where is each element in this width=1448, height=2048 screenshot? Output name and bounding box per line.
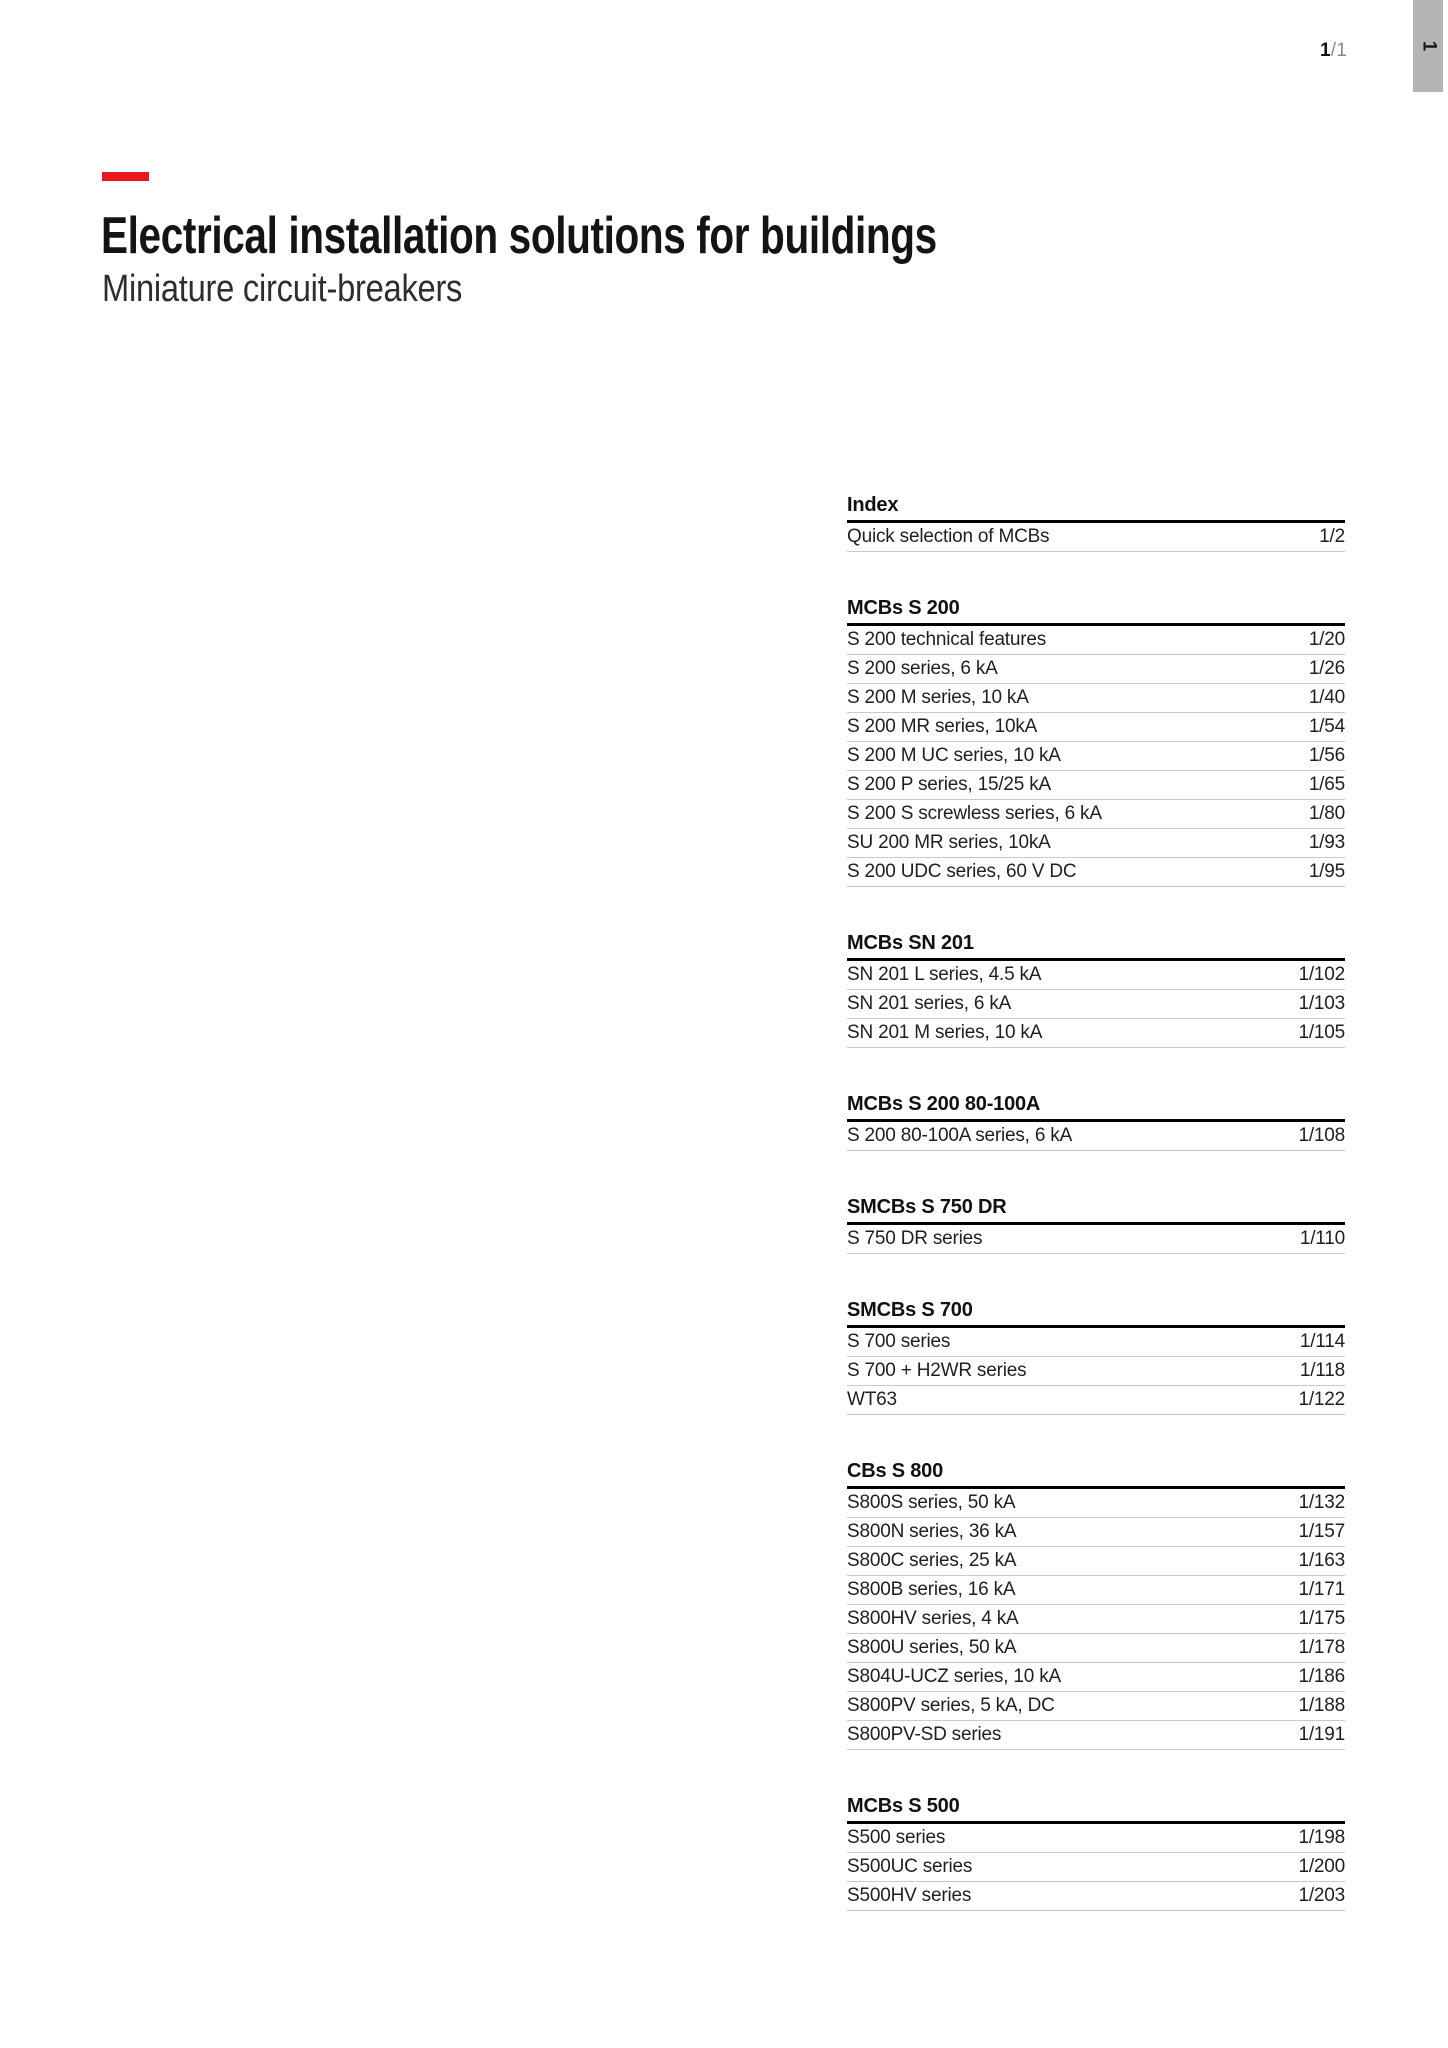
toc-entry-page: 1/110: [1299, 1228, 1345, 1249]
toc-entry-label: S800B series, 16 kA: [847, 1579, 1016, 1600]
toc-entry-page: 1/188: [1298, 1695, 1345, 1716]
toc-section-heading: CBs S 800: [847, 1460, 1345, 1489]
toc-entry-page: 1/103: [1298, 993, 1345, 1014]
toc-section-heading: MCBs S 200: [847, 597, 1345, 626]
toc-entry-page: 1/186: [1298, 1666, 1345, 1687]
toc-entry-label: S 200 technical features: [847, 629, 1047, 650]
toc-entry-page: 1/191: [1298, 1724, 1345, 1745]
toc-entry-page: 1/95: [1308, 861, 1345, 882]
toc-entry-label: S 200 M UC series, 10 kA: [847, 745, 1061, 766]
red-accent-dash: [102, 172, 149, 181]
toc-entry-label: S800N series, 36 kA: [847, 1521, 1017, 1542]
toc-entry-label: Quick selection of MCBs: [847, 526, 1050, 547]
toc-section: [847, 1460, 1345, 1750]
toc-entry-label: S 200 M series, 10 kA: [847, 687, 1029, 708]
toc-section-rows: [847, 1824, 1345, 1911]
toc-row[interactable]: [847, 829, 1345, 858]
toc-entry-label: S800PV series, 5 kA, DC: [847, 1695, 1055, 1716]
table-of-contents: [847, 494, 1345, 1911]
toc-entry-label: S 200 MR series, 10kA: [847, 716, 1038, 737]
toc-entry-page: 1/132: [1298, 1492, 1345, 1513]
toc-section-heading: MCBs S 500: [847, 1795, 1345, 1824]
toc-section-heading: MCBs SN 201: [847, 932, 1345, 961]
toc-row[interactable]: [847, 1882, 1345, 1911]
toc-row[interactable]: [847, 1518, 1345, 1547]
page-indicator-total: 1: [1336, 40, 1347, 61]
toc-section-rows: [847, 523, 1345, 552]
toc-entry-page: 1/198: [1298, 1827, 1345, 1848]
toc-entry-page: 1/65: [1308, 774, 1345, 795]
toc-entry-page: 1/118: [1299, 1360, 1345, 1381]
toc-section-rows: [847, 1225, 1345, 1254]
toc-row[interactable]: [847, 1634, 1345, 1663]
toc-row[interactable]: [847, 771, 1345, 800]
toc-entry-page: 1/93: [1308, 832, 1345, 853]
toc-entry-label: SN 201 L series, 4.5 kA: [847, 964, 1042, 985]
toc-entry-label: S500 series: [847, 1827, 946, 1848]
toc-section-rows: [847, 1328, 1345, 1415]
toc-row[interactable]: [847, 1225, 1345, 1254]
toc-row[interactable]: [847, 1547, 1345, 1576]
page-indicator: [1320, 40, 1347, 62]
toc-entry-label: S800HV series, 4 kA: [847, 1608, 1019, 1629]
toc-section: [847, 932, 1345, 1048]
toc-row[interactable]: [847, 800, 1345, 829]
toc-row[interactable]: [847, 1328, 1345, 1357]
toc-entry-page: 1/203: [1298, 1885, 1345, 1906]
toc-entry-label: S500UC series: [847, 1856, 973, 1877]
toc-row[interactable]: [847, 1824, 1345, 1853]
toc-section: [847, 1795, 1345, 1911]
toc-entry-page: 1/54: [1308, 716, 1345, 737]
toc-row[interactable]: [847, 961, 1345, 990]
toc-row[interactable]: [847, 1489, 1345, 1518]
toc-section: [847, 1196, 1345, 1254]
toc-row[interactable]: [847, 1663, 1345, 1692]
toc-entry-page: 1/105: [1298, 1022, 1345, 1043]
toc-entry-page: 1/200: [1298, 1856, 1345, 1877]
toc-entry-page: 1/40: [1308, 687, 1345, 708]
toc-row[interactable]: [847, 990, 1345, 1019]
toc-row[interactable]: [847, 626, 1345, 655]
toc-entry-page: 1/20: [1308, 629, 1345, 650]
toc-section-rows: [847, 961, 1345, 1048]
toc-section-rows: [847, 1122, 1345, 1151]
page-title: Electrical installation solutions for buildings: [101, 207, 937, 265]
toc-entry-page: 1/108: [1298, 1125, 1345, 1146]
toc-section: [847, 597, 1345, 887]
toc-entry-page: 1/163: [1298, 1550, 1345, 1571]
toc-row[interactable]: [847, 1605, 1345, 1634]
chapter-tab: [1413, 0, 1443, 92]
toc-row[interactable]: [847, 1357, 1345, 1386]
toc-section-heading: SMCBs S 750 DR: [847, 1196, 1345, 1225]
page-subtitle: Miniature circuit-breakers: [102, 268, 463, 310]
toc-entry-label: SN 201 series, 6 kA: [847, 993, 1012, 1014]
toc-row[interactable]: [847, 1019, 1345, 1048]
toc-entry-page: 1/102: [1298, 964, 1345, 985]
toc-entry-label: S500HV series: [847, 1885, 972, 1906]
toc-row[interactable]: [847, 742, 1345, 771]
toc-entry-label: SU 200 MR series, 10kA: [847, 832, 1051, 853]
toc-entry-label: S800U series, 50 kA: [847, 1637, 1017, 1658]
toc-row[interactable]: [847, 1386, 1345, 1415]
toc-section-heading: SMCBs S 700: [847, 1299, 1345, 1328]
toc-entry-page: 1/122: [1298, 1389, 1345, 1410]
toc-entry-page: 1/175: [1298, 1608, 1345, 1629]
toc-entry-label: S 200 S screwless series, 6 kA: [847, 803, 1102, 824]
toc-section: [847, 494, 1345, 552]
toc-section: [847, 1093, 1345, 1151]
toc-entry-label: S 750 DR series: [847, 1228, 983, 1249]
toc-entry-page: 1/80: [1308, 803, 1345, 824]
toc-entry-page: 1/157: [1298, 1521, 1345, 1542]
toc-entry-label: S804U-UCZ series, 10 kA: [847, 1666, 1061, 1687]
toc-entry-label: S 200 UDC series, 60 V DC: [847, 861, 1077, 882]
toc-entry-page: 1/178: [1298, 1637, 1345, 1658]
toc-section-heading: MCBs S 200 80-100A: [847, 1093, 1345, 1122]
toc-row[interactable]: [847, 1721, 1345, 1750]
toc-row[interactable]: [847, 655, 1345, 684]
toc-entry-label: SN 201 M series, 10 kA: [847, 1022, 1043, 1043]
toc-row[interactable]: [847, 1853, 1345, 1882]
page-indicator-current: 1: [1319, 40, 1331, 61]
chapter-tab-label: 1: [1417, 40, 1439, 52]
toc-row[interactable]: [847, 858, 1345, 887]
toc-entry-label: S 200 P series, 15/25 kA: [847, 774, 1051, 795]
toc-entry-label: S 200 80-100A series, 6 kA: [847, 1125, 1073, 1146]
page-indicator-separator: /: [1330, 40, 1337, 61]
toc-entry-label: WT63: [847, 1389, 897, 1410]
toc-entry-page: 1/114: [1299, 1331, 1345, 1352]
toc-entry-label: S800PV-SD series: [847, 1724, 1002, 1745]
toc-entry-label: S 700 series: [847, 1331, 951, 1352]
toc-entry-label: S 700 + H2WR series: [847, 1360, 1027, 1381]
toc-row[interactable]: [847, 713, 1345, 742]
toc-row[interactable]: [847, 1692, 1345, 1721]
toc-section: [847, 1299, 1345, 1415]
toc-entry-label: S 200 series, 6 kA: [847, 658, 998, 679]
toc-entry-page: 1/2: [1319, 526, 1345, 547]
toc-section-rows: [847, 1489, 1345, 1750]
toc-row[interactable]: [847, 523, 1345, 552]
toc-entry-page: 1/26: [1308, 658, 1345, 679]
toc-row[interactable]: [847, 684, 1345, 713]
toc-row[interactable]: [847, 1122, 1345, 1151]
toc-section-heading: Index: [847, 494, 1345, 523]
toc-section-rows: [847, 626, 1345, 887]
toc-entry-page: 1/56: [1308, 745, 1345, 766]
toc-entry-page: 1/171: [1298, 1579, 1345, 1600]
toc-row[interactable]: [847, 1576, 1345, 1605]
toc-entry-label: S800C series, 25 kA: [847, 1550, 1017, 1571]
toc-entry-label: S800S series, 50 kA: [847, 1492, 1016, 1513]
